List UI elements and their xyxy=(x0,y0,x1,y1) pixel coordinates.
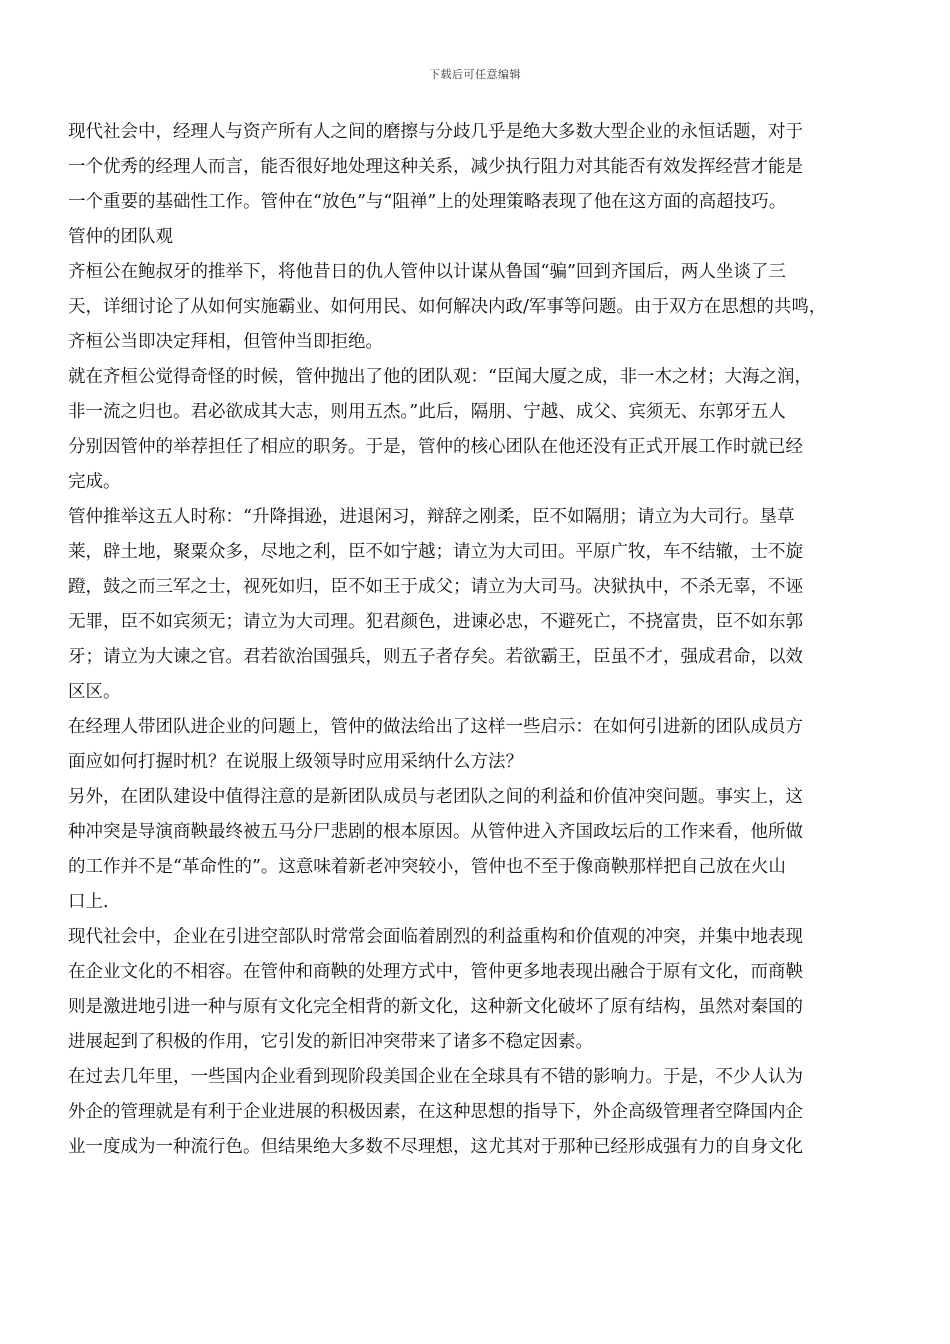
text-line: 就在齐桓公觉得奇怪的时候，管仲抛出了他的团队观：“臣闻大厦之成，非一木之材；大海之润， xyxy=(68,367,812,387)
text-line: 进展起到了积极的作用，它引发的新旧冲突带来了诸多不稳定因素。 xyxy=(68,1032,593,1052)
text-line: 分别因管仲的举荐担任了相应的职务。于是，管仲的核心团队在他还没有正式开展工作时就已经 xyxy=(68,437,803,457)
text-line: 一个重要的基础性工作。管仲在“放色”与“阻禅”上的处理策略表现了他在这方面的高超技巧。 xyxy=(68,192,787,212)
text-line: 业一度成为一种流行色。但结果绝大多数不尽理想，这尤其对于那种已经形成强有力的自身文化 xyxy=(68,1137,803,1157)
text-line: 区区。 xyxy=(68,682,121,702)
text-line: 齐桓公当即决定拜相，但管仲当即拒绝。 xyxy=(68,332,383,352)
text-line: 口上. xyxy=(68,892,109,912)
text-line: 外企的管理就是有利于企业进展的积极因素，在这种思想的指导下，外企高级管理者空降国内企 xyxy=(68,1102,803,1122)
text-line: 则是激进地引进一种与原有文化完全相背的新文化，这种新文化破坏了原有结构，虽然对秦国的 xyxy=(68,997,803,1017)
text-line: 完成。 xyxy=(68,472,121,492)
text-line: 非一流之归也。君必欲成其大志，则用五杰。”此后，隔朋、宁越、成父、宾须无、东郭牙五人 xyxy=(68,402,786,422)
text-line: 现代社会中，经理人与资产所有人之间的磨擦与分歧几乎是绝大多数大型企业的永恒话题，对于 xyxy=(68,122,803,142)
text-line: 在过去几年里，一些国内企业看到现阶段美国企业在全球具有不错的影响力。于是，不少人认为 xyxy=(68,1067,803,1087)
text-line: 在经理人带团队进企业的问题上，管仲的做法给出了这样一些启示：在如何引进新的团队成员方 xyxy=(68,717,803,737)
document-body xyxy=(68,115,883,1165)
text-line: 另外，在团队建设中值得注意的是新团队成员与老团队之间的利益和价值冲突问题。事实上，这 xyxy=(68,787,803,807)
text-line: 莱，辟土地，聚粟众多，尽地之利，臣不如宁越；请立为大司田。平原广牧，车不结辙，士不旋 xyxy=(68,542,803,562)
text-line: 在企业文化的不相容。在管仲和商鞅的处理方式中，管仲更多地表现出融合于原有文化，而商鞅 xyxy=(68,962,803,982)
text-line: 一个优秀的经理人而言，能否很好地处理这种关系，减少执行阻力对其能否有效发挥经营才能是 xyxy=(68,157,803,177)
section-heading: 管仲的团队观 xyxy=(68,227,173,247)
text-line: 牙；请立为大谏之官。君若欲治国强兵，则五子者存矣。若欲霸王，臣虽不才，强成君命，以效 xyxy=(68,647,803,667)
text-line: 现代社会中，企业在引进空部队时常常会面临着剧烈的利益重构和价值观的冲突，并集中地表现 xyxy=(68,927,803,947)
text-line: 无罪，臣不如宾须无；请立为大司理。犯君颜色，进谏必忠，不避死亡，不挠富贵，臣不如东郭 xyxy=(68,612,803,632)
text-line: 种冲突是导演商鞅最终被五马分尸悲剧的根本原因。从管仲进入齐国政坛后的工作来看，他所做 xyxy=(68,822,803,842)
text-line: 天，详细讨论了从如何实施霸业、如何用民、如何解决内政/军事等问题。由于双方在思想的共鸣， xyxy=(68,297,827,317)
text-line: 的工作并不是“革命性的”。这意味着新老冲突较小，管仲也不至于像商鞅那样把自己放在火山 xyxy=(68,857,786,877)
text-line: 面应如何打握时机？在说服上级领导时应用采纳什么方法？ xyxy=(68,752,523,772)
text-line: 齐桓公在鲍叔牙的推举下，将他昔日的仇人管仲以计谋从鲁国“骗”回到齐国后，两人坐谈了三 xyxy=(68,262,786,282)
text-line: 管仲推举这五人时称：“升降揖逊，进退闲习，辩辞之刚柔，臣不如隔朋；请立为大司行。垦草 xyxy=(68,507,795,527)
page-header: 下载后可任意编辑 xyxy=(429,68,521,81)
text-line: 蹬，鼓之而三军之士，视死如归，臣不如王于成父；请立为大司马。决狱执中，不杀无辜，不诬 xyxy=(68,577,803,597)
